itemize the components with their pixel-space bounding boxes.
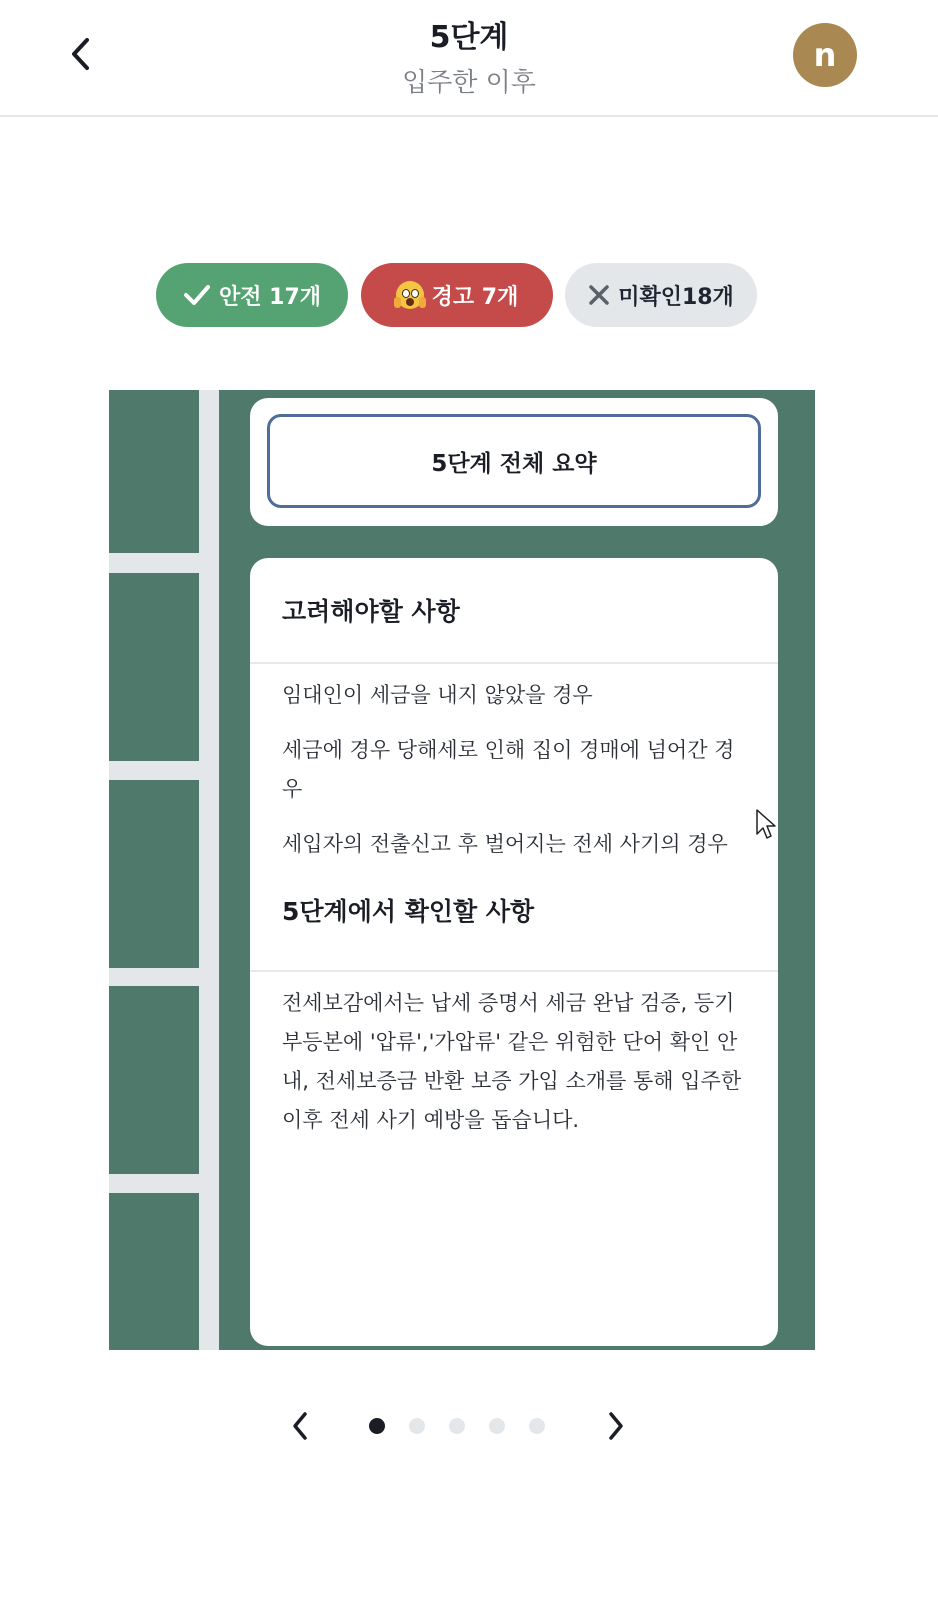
unchecked-filter-pill[interactable] xyxy=(565,263,757,327)
current-slide xyxy=(219,390,815,1350)
page-dot-5[interactable] xyxy=(529,1418,545,1434)
page-dot-2[interactable] xyxy=(409,1418,425,1434)
peek-block xyxy=(109,986,199,1174)
page-title: 5단계 xyxy=(429,20,509,55)
consideration-item: 세금에 경우 당해세로 인해 집이 경매에 넘어간 경우 xyxy=(282,738,735,801)
mouse-cursor-icon xyxy=(755,808,777,842)
safe-count-label: 안전 17개 xyxy=(218,284,322,310)
consideration-item: 임대인이 세금을 내지 않았을 경우 xyxy=(282,683,593,707)
chevron-left-icon xyxy=(291,1411,309,1441)
safe-filter-pill[interactable] xyxy=(156,263,348,327)
divider xyxy=(250,970,778,972)
unchecked-count-label: 미확인18개 xyxy=(618,284,734,310)
divider xyxy=(250,662,778,664)
previous-page-button[interactable] xyxy=(282,1406,318,1446)
warning-filter-pill[interactable] xyxy=(361,263,553,327)
peek-block xyxy=(109,390,199,553)
next-page-button[interactable] xyxy=(598,1406,634,1446)
step-carousel xyxy=(109,390,815,1350)
summary-card xyxy=(250,398,778,526)
peek-block xyxy=(109,1193,199,1350)
warning-count-label: 경고 7개 xyxy=(431,284,519,310)
avatar[interactable]: n xyxy=(793,23,857,87)
page-dot-1[interactable] xyxy=(369,1418,385,1434)
content-card xyxy=(250,558,778,1346)
full-summary-button[interactable]: 5단계 전체 요약 xyxy=(267,414,761,508)
consideration-item: 세입자의 전출신고 후 벌어지는 전세 사기의 경우 xyxy=(282,832,728,856)
page-dot-4[interactable] xyxy=(489,1418,505,1434)
close-icon xyxy=(588,284,610,306)
previous-slide-peek xyxy=(109,390,219,1350)
check-description: 전세보감에서는 납세 증명서 세금 완납 검증, 등기부등본에 '압류','가압류' 같은 위험한 단어 확인 안내, 전세보증금 반환 보증 가입 소개를 통해 입주한 이후 전세 사기 예방을 돕습니다. xyxy=(282,991,742,1132)
scream-emoji-icon xyxy=(396,281,424,309)
considerations-heading: 고려해야할 사항 xyxy=(282,597,460,626)
chevron-right-icon xyxy=(607,1411,625,1441)
check-icon xyxy=(183,284,211,306)
page-subtitle: 입주한 이후 xyxy=(402,68,536,98)
peek-block xyxy=(109,573,199,761)
check-heading: 5단계에서 확인할 사항 xyxy=(282,897,535,926)
peek-block xyxy=(109,780,199,968)
page-dot-3[interactable] xyxy=(449,1418,465,1434)
header xyxy=(0,0,938,117)
